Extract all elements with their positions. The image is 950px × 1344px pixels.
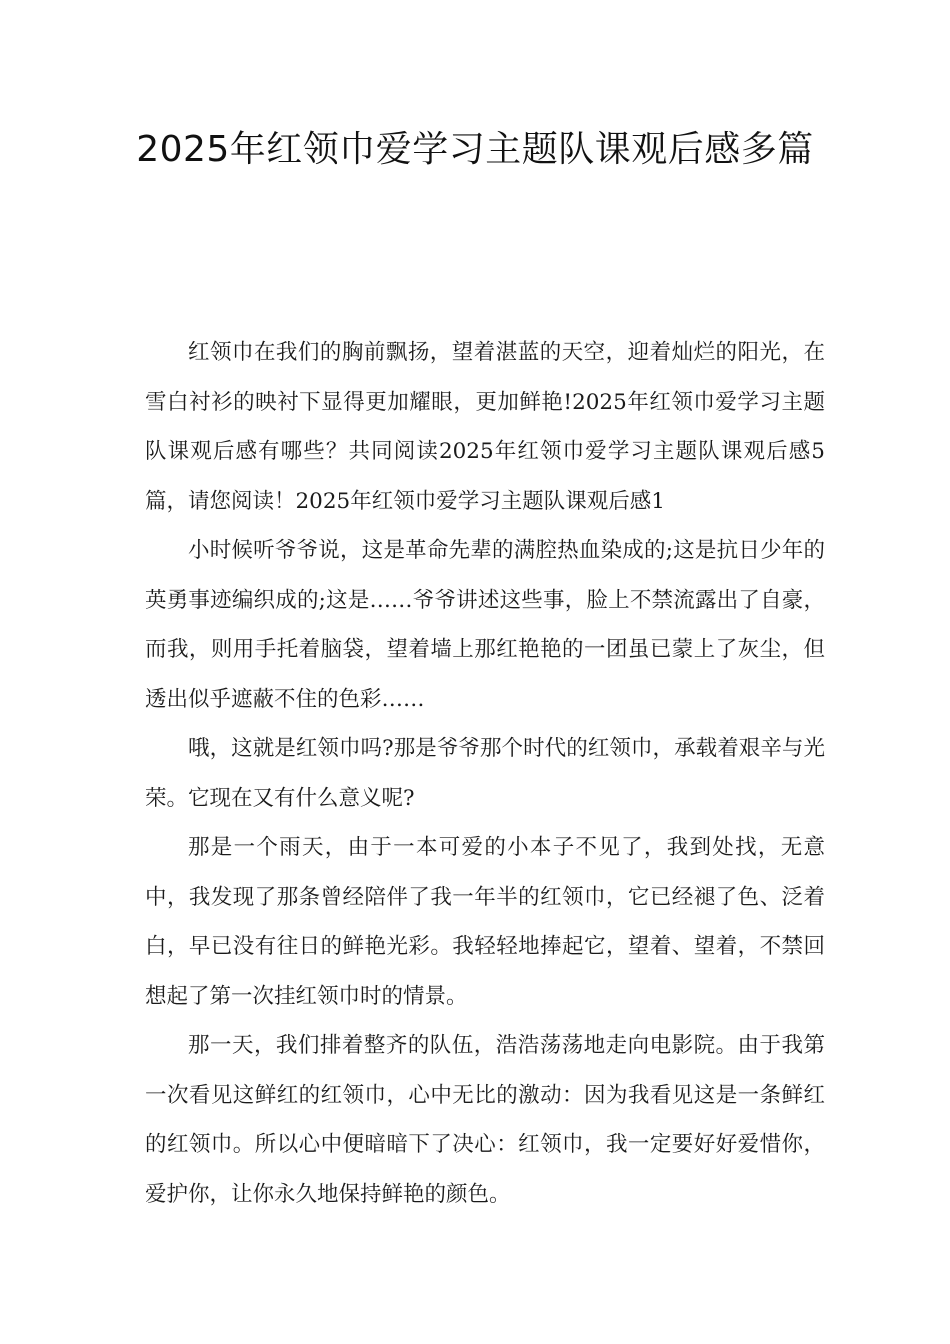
paragraph-question: 哦，这就是红领巾吗?那是爷爷那个时代的红领巾，承载着艰辛与光荣。它现在又有什么意义呢?	[145, 736, 825, 811]
paragraph-grandpa-story: 小时候听爷爷说，这是革命先辈的满腔热血染成的;这是抗日少年的英勇事迹编织成的;这是……爷爷讲述这些事，脸上不禁流露出了自豪，而我，则用手托着脑袋，望着墙上那红艳艳的一团虽已蒙上了灰尘，但透出似乎遮蔽不住的色彩……	[145, 538, 825, 712]
document-title: 2025年红领巾爱学习主题队课观后感多篇	[136, 129, 814, 170]
paragraph-intro: 红领巾在我们的胸前飘扬，望着湛蓝的天空，迎着灿烂的阳光，在雪白衬衫的映衬下显得更加耀眼，更加鲜艳!2025年红领巾爱学习主题队课观后感有哪些？共同阅读2025年红领巾爱学习主题队课观后感5篇，请您阅读！2025年红领巾爱学习主题队课观后感1	[145, 340, 825, 514]
paragraph-rainy-day: 那是一个雨天，由于一本可爱的小本子不见了，我到处找，无意中，我发现了那条曾经陪伴了我一年半的红领巾，它已经褪了色、泛着白，早已没有往日的鲜艳光彩。我轻轻地捧起它，望着、望着，不禁回想起了第一次挂红领巾时的情景。	[145, 835, 825, 1009]
paragraph-first-day: 那一天，我们排着整齐的队伍，浩浩荡荡地走向电影院。由于我第一次看见这鲜红的红领巾，心中无比的激动：因为我看见这是一条鲜红的红领巾。所以心中便暗暗下了决心：红领巾，我一定要好好爱惜你，爱护你，让你永久地保持鲜艳的颜色。	[145, 1033, 825, 1207]
document-body	[145, 328, 825, 1219]
